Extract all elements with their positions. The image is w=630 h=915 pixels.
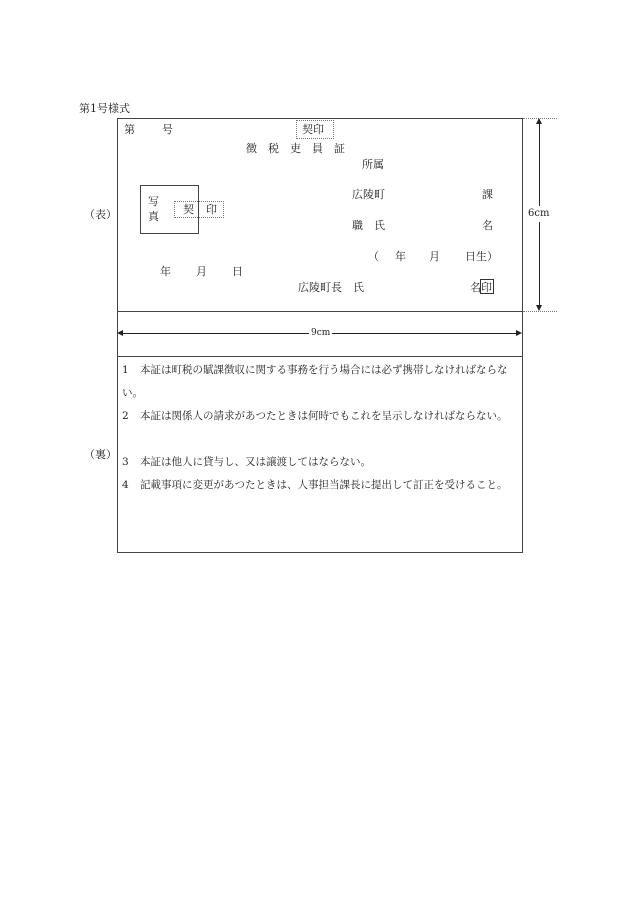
photo-text-1: 写 <box>148 195 159 208</box>
birth-year: 年 <box>395 250 406 263</box>
note-1 <box>122 359 514 405</box>
mayor-name-char: 名 <box>470 281 481 294</box>
seal-top: 契印 <box>302 123 324 136</box>
birth-open: （ <box>368 250 379 263</box>
note-text: 本証は関係人の請求があつたときは何時でもこれを呈示しなければならない。 <box>140 410 508 422</box>
note-number: 2 <box>122 410 129 422</box>
photo-text-2: 真 <box>148 210 159 223</box>
birth-day: 日生） <box>465 250 498 263</box>
number-prefix: 第 <box>124 123 135 136</box>
width-arrow-right-icon <box>516 330 522 336</box>
note-text: 本証は町税の賦課徴収に関する事務を行う場合には必ず携帯しなければならない。 <box>122 364 508 399</box>
birth-month: 月 <box>429 250 440 263</box>
issue-day: 日 <box>232 265 243 278</box>
width-label: 9cm <box>311 328 331 338</box>
job-name-label: 職 氏 <box>352 219 385 232</box>
name-suffix: 名 <box>482 219 493 232</box>
back-label: （裏） <box>84 448 117 461</box>
note-number: 3 <box>122 456 129 468</box>
height-label: 6cm <box>528 208 550 219</box>
issue-year: 年 <box>160 265 171 278</box>
note-number: 1 <box>122 364 129 376</box>
note-text: 記載事項に変更があつたときは、人事担当課長に提出して訂正を受けること。 <box>140 479 508 491</box>
section-label: 課 <box>482 188 493 201</box>
front-label: （表） <box>84 208 117 221</box>
height-guide-bottom <box>523 311 557 312</box>
width-arrow-left-icon <box>117 330 123 336</box>
photo-seal-2: 印 <box>206 203 217 216</box>
mayor-seal: 印 <box>481 281 492 294</box>
height-line-lower <box>539 222 540 305</box>
form-label: 第1号様式 <box>79 102 130 115</box>
issue-month: 月 <box>196 265 207 278</box>
height-line-upper <box>539 124 540 206</box>
photo-seal-1: 契 <box>183 203 194 216</box>
number-suffix: 号 <box>162 123 173 136</box>
height-arrow-down-icon <box>536 305 542 311</box>
note-number: 4 <box>122 479 129 491</box>
width-guide-right <box>522 312 523 356</box>
mayor-title: 広陵町長 氏 <box>298 281 364 294</box>
note-text: 本証は他人に貸与し、又は譲渡してはならない。 <box>140 456 371 468</box>
width-line-left <box>123 333 309 334</box>
note-2 <box>122 405 514 428</box>
affiliation-label: 所属 <box>362 158 384 171</box>
note-3 <box>122 451 514 474</box>
height-arrow-up-icon <box>536 118 542 124</box>
card-title: 徴 税 吏 員 証 <box>246 142 345 155</box>
note-4 <box>122 474 514 497</box>
width-line-right <box>332 333 516 334</box>
town-name: 広陵町 <box>352 188 385 201</box>
